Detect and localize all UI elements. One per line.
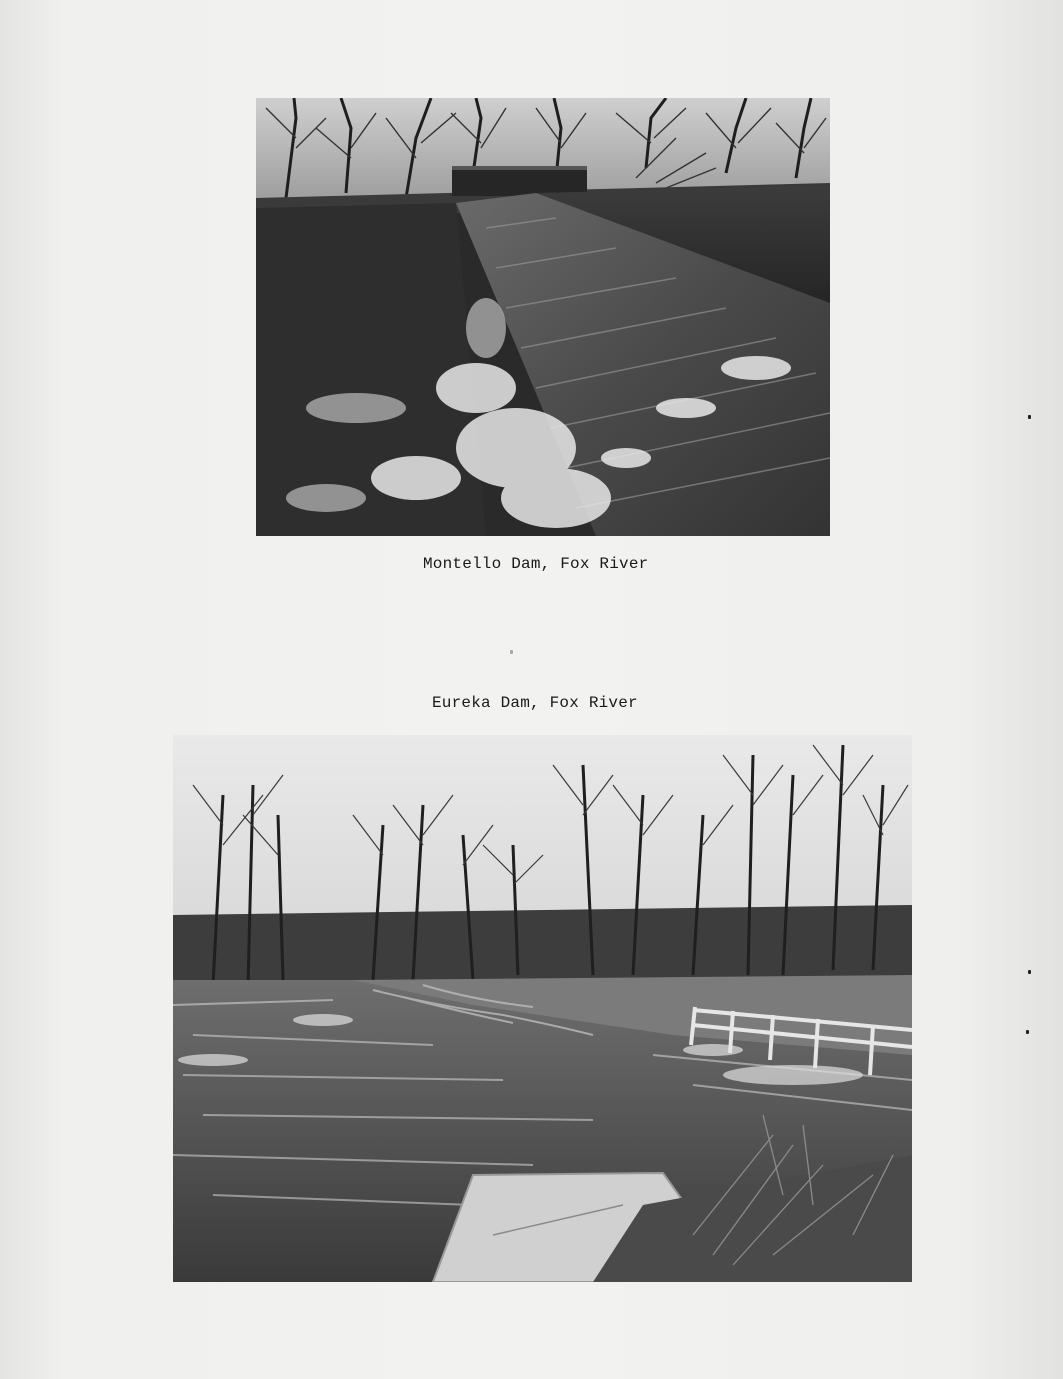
paper-speck (1026, 1030, 1029, 1034)
paper-speck (1028, 415, 1031, 419)
eureka-dam-image (173, 735, 912, 1282)
montello-dam-caption: Montello Dam, Fox River (423, 555, 649, 573)
montello-dam-photo (256, 98, 830, 536)
eureka-dam-photo (173, 735, 912, 1282)
eureka-dam-caption: Eureka Dam, Fox River (432, 694, 638, 712)
paper-speck (510, 650, 513, 654)
paper-speck (1028, 970, 1031, 974)
montello-dam-image (256, 98, 830, 536)
